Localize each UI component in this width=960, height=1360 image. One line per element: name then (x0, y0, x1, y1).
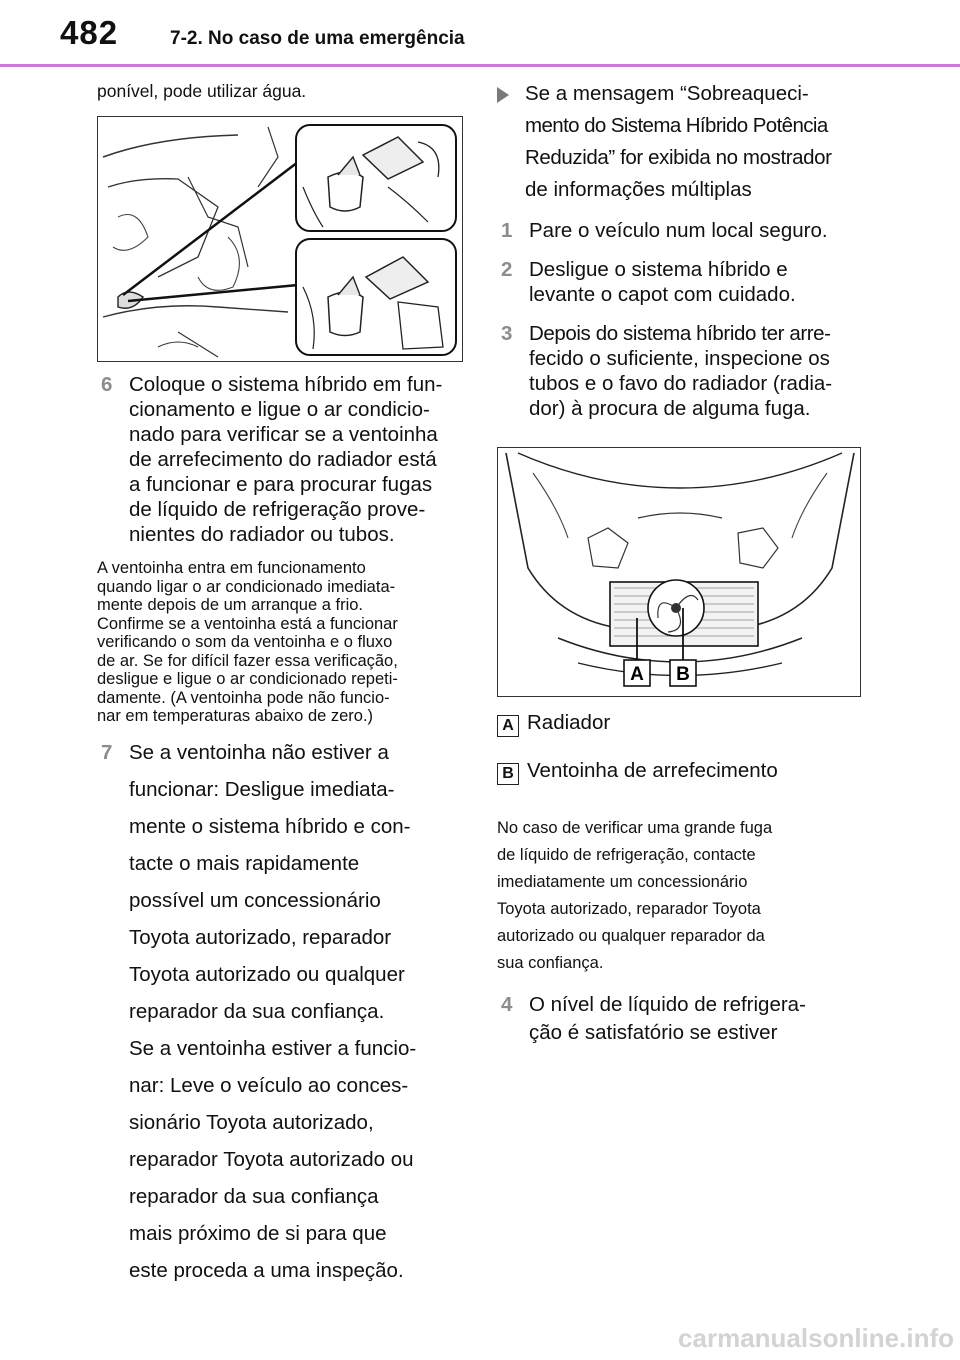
text-line: a funcionar e para procurar fugas (129, 473, 433, 496)
text-line: imediatamente um concessionário (497, 873, 748, 891)
text-line: reparador Toyota autorizado ou (129, 1147, 414, 1171)
step-7-number: 7 (101, 740, 113, 764)
text-line: funcionar: Desligue imediata- (129, 777, 395, 801)
text-line: tacte o mais rapidamente (129, 851, 360, 875)
leak-note (497, 815, 867, 977)
text-line: de líquido de refrigeração, contacte (497, 846, 756, 864)
legend-item-a (497, 707, 867, 753)
text-line: nientes do radiador ou tubos. (129, 523, 395, 546)
text-line: cionamento e ligue o ar condicio- (129, 398, 430, 421)
overheat-bullet (497, 78, 867, 206)
text-line: Toyota autorizado ou qualquer (129, 962, 405, 986)
text-line: Reduzida” for exibida no mostrador (525, 146, 832, 169)
text-line: mais próximo de si para que (129, 1221, 387, 1245)
step-6-number: 6 (101, 373, 113, 396)
step-2 (497, 257, 867, 307)
text-line: mente o sistema híbrido e con- (129, 814, 411, 838)
legend-item-b (497, 755, 867, 801)
text-line: reparador da sua confiança (129, 1184, 379, 1208)
legend-label-a: Radiador (527, 711, 611, 734)
step-1-text: Pare o veículo num local seguro. (529, 219, 828, 242)
left-column (97, 78, 467, 1289)
fan-note (97, 559, 467, 726)
text-line: Se a ventoinha estiver a funcio- (129, 1036, 417, 1060)
text-line: reparador da sua confiança. (129, 999, 385, 1023)
text-line: sionário Toyota autorizado, (129, 1110, 374, 1134)
text-line: nado para verificar se a ventoinha (129, 423, 438, 446)
text-line: A ventoinha entra em funcionamento (97, 559, 366, 577)
text-line: este proceda a uma inspeção. (129, 1258, 404, 1282)
text-line: tubos e o favo do radiador (radia- (529, 372, 833, 395)
step-3 (497, 321, 867, 421)
text-line: Desligue o sistema híbrido e (529, 258, 788, 281)
step-6 (97, 372, 467, 547)
text-line: fecido o suficiente, inspecione os (529, 347, 830, 370)
text-line: de líquido de refrigeração prove- (129, 498, 426, 521)
legend-label-b: Ventoinha de arrefecimento (527, 759, 778, 782)
radiator-drawing (498, 448, 861, 697)
step-7 (97, 734, 467, 1289)
header-rule (0, 64, 960, 67)
step-1-number: 1 (501, 219, 513, 242)
text-line: possível um concessionário (129, 888, 381, 912)
intro-text: ponível, pode utilizar água. (97, 81, 307, 101)
step-2-number: 2 (501, 258, 513, 281)
step-3-number: 3 (501, 322, 513, 345)
text-line: nar: Leve o veículo ao conces- (129, 1073, 409, 1097)
radiator-illustration (497, 447, 861, 697)
text-line: Toyota autorizado, reparador Toyota (497, 900, 761, 918)
coolant-refill-drawing (98, 117, 463, 362)
text-line: levante o capot com cuidado. (529, 283, 796, 306)
text-line: de informações múltiplas (525, 178, 752, 201)
coolant-refill-illustration (97, 116, 463, 362)
text-line: quando ligar o ar condicionado imediata- (97, 577, 396, 596)
figure-label-a: A (630, 664, 644, 685)
right-column (497, 78, 867, 1047)
step-1 (497, 218, 867, 243)
step-6-text (129, 372, 467, 547)
text-line: Confirme se a ventoinha está a funcionar (97, 614, 398, 633)
text-line: de ar. Se for difícil fazer essa verificação, (97, 651, 398, 670)
text-line: Se a mensagem “Sobreaqueci- (525, 82, 809, 105)
text-line: verificando o som da ventoinha e o fluxo (97, 633, 393, 651)
text-line: dor) à procura de alguma fuga. (529, 397, 811, 420)
text-line: autorizado ou qualquer reparador da (497, 927, 765, 945)
text-line: O nível de líquido de refrigera- (529, 993, 806, 1016)
text-line: ção é satisfatório se estiver (529, 1021, 778, 1044)
text-line: de arrefecimento do radiador está (129, 448, 437, 471)
legend-key-b: B (497, 763, 519, 785)
text-line: Coloque o sistema híbrido em fun- (129, 373, 443, 396)
text-line: Se a ventoinha não estiver a (129, 740, 389, 764)
step-4-number: 4 (501, 993, 513, 1016)
text-line: mente depois de um arranque a frio. (97, 596, 363, 614)
text-line: Toyota autorizado, reparador (129, 925, 392, 949)
text-line: desligue e ligue o ar condicionado repeti- (97, 670, 398, 688)
watermark: carmanualsonline.info (678, 1323, 954, 1353)
figure-label-b: B (676, 664, 690, 685)
text-line: sua confiança. (497, 954, 604, 972)
page-number: 482 (60, 14, 119, 51)
step-4 (497, 991, 867, 1047)
text-line: No caso de verificar uma grande fuga (497, 819, 773, 837)
legend-key-a: A (497, 715, 519, 737)
section-title: 7-2. No caso de uma emergência (170, 28, 465, 49)
text-line: Depois do sistema híbrido ter arre- (529, 322, 831, 345)
text-line: mento do Sistema Híbrido Potência (525, 114, 828, 137)
text-line: damente. (A ventoinha pode não funcio- (97, 688, 390, 707)
page-header (0, 0, 960, 70)
text-line: nar em temperaturas abaixo de zero.) (97, 707, 374, 725)
triangle-bullet-icon (497, 87, 509, 103)
